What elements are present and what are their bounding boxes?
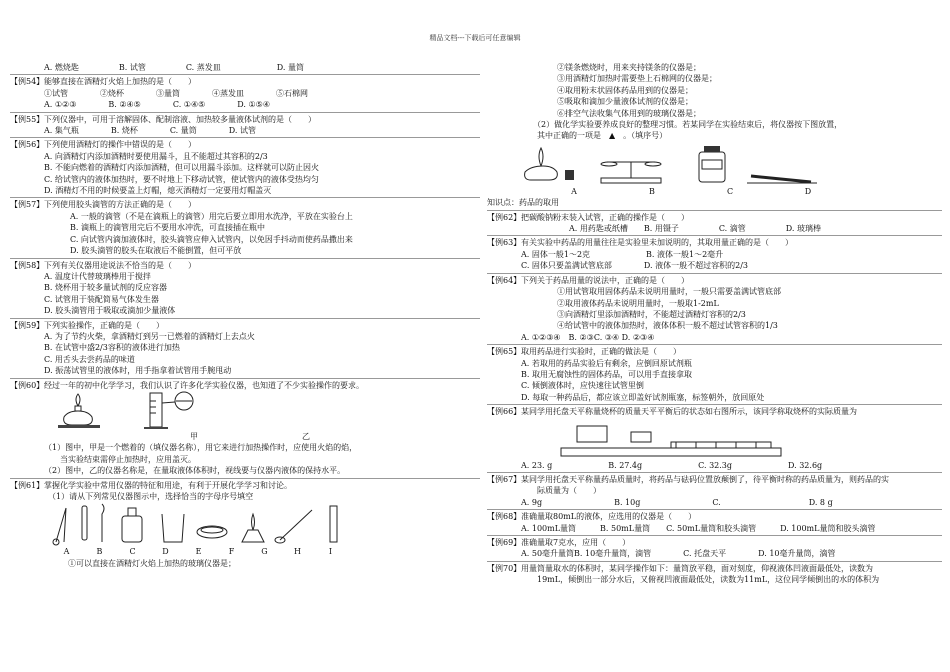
option-line: A. 9g B. 10g C. D. 8 g: [521, 497, 833, 507]
option-line: ①试管 ②烧杯 ③量筒 ④蒸发皿 ⑤石棉网: [44, 88, 308, 98]
option-line: A. 100mL量筒 B. 50mL量筒 C. 50mL量筒和胶头滴管 D. 100mL量筒和胶头滴管: [521, 523, 876, 533]
figure-label: G: [261, 547, 268, 557]
figure: [487, 418, 942, 460]
beaker-icon: [162, 514, 184, 542]
option-line: 其中正确的一项是 ▲ 。（填序号）: [521, 131, 668, 141]
option-line: ②镁条燃烧时，用来夹持镁条的仪器是；: [557, 63, 701, 72]
question-text: 下列仪器中，可用于溶解固体、配制溶液、加热较多量液体试剂的是（ ）: [44, 114, 316, 124]
crucible-tongs-icon: [53, 508, 66, 545]
question-number: 【例62】: [487, 212, 522, 222]
option-line: D. 酒精灯不用的时候要盖上灯帽，熄灭酒精灯一定要用灯帽盖灭: [44, 186, 272, 196]
option-line: （2）图中，乙的仪器名称是，在量取液体体积时，视线要与仪器内液体的保持水平。: [44, 466, 346, 476]
divider: [487, 535, 942, 536]
graduated-cylinder-icon: [144, 392, 193, 429]
figure-label: I: [328, 547, 333, 557]
question-number: 【例57】: [10, 200, 45, 210]
figure-caption: 甲 乙: [190, 431, 310, 441]
divider: [487, 210, 942, 211]
divider: [487, 561, 942, 562]
question-number: 【例61】: [10, 480, 45, 490]
question: [10, 139, 480, 150]
divider: [487, 273, 942, 274]
figure-label: D: [162, 547, 169, 557]
question-text: 掌握化学实验中常用仪器的特征和用途，有利于开展化学学习和讨论。: [44, 480, 292, 490]
figure-label: C: [129, 547, 136, 557]
option-line: ③向酒精灯里添加酒精时，不能超过酒精灯容积的2/3: [557, 309, 746, 319]
question-number: 【例70】: [487, 563, 522, 573]
question: [10, 76, 480, 87]
question-text: 下列使用酒精灯的操作中错误的是（ ）: [44, 140, 196, 150]
question-text: 下列有关仪器用途说法不恰当的是（ ）: [44, 260, 196, 270]
option-line: B. 不能向燃着的酒精灯内添加酒精，但可以用漏斗添加。这样就可以防止因火: [44, 163, 319, 173]
section-heading: 知识点：药品的取用: [487, 198, 559, 208]
option-line: B. 取用无腐蚀性的固体药品，可以用手直接拿取: [521, 369, 692, 379]
figure: [10, 391, 480, 431]
question-number: 【例65】: [487, 347, 522, 357]
option-line: C. 试管用于装配简易气体发生器: [44, 294, 159, 304]
dropper-icon: [102, 504, 104, 542]
option-b-balance-icon: [601, 162, 661, 183]
question-text: 能够直接在酒精灯火焰上加热的是（ ）: [44, 77, 196, 87]
question-text: 某同学用托盘天平称量烧杯的质量天平平衡后的状态如右图所示，该同学称取烧杯的实际质量为: [521, 407, 857, 417]
question-number: 【例55】: [10, 114, 45, 124]
figure-label: A: [571, 186, 577, 196]
option-line: （1）请从下列常见仪器图示中，选择恰当的字母序号填空: [44, 492, 254, 501]
option-line: D. 胶头滴管的胶头在取液后不能倒置，但可平放: [70, 246, 242, 256]
option-line: （2）做化学实验要养成良好的整理习惯。若某同学在实验结束后，将仪器按下图放置，: [521, 120, 843, 130]
option-line: B. 在试管中盛2/3容积的液体进行加热: [44, 343, 180, 353]
option-line: 当实验结束需停止加热时，应用盖灭。: [44, 454, 196, 464]
option-line: D. 每取一种药品后，都应该立即盖好试剂瓶塞，标签朝外，放回原处: [521, 392, 765, 402]
option-line: 际质量为（ ）: [521, 486, 601, 496]
option-line: A. 一般的滴管（不是在滴瓶上的滴管）用完后要立即用水洗净，平放在实验台上: [70, 211, 353, 221]
option-line: C. 倾倒液体时，应快速往试管里倒: [521, 381, 644, 391]
figure-labels: [10, 546, 480, 557]
option-line: ③用酒精灯加热时需要垫上石棉网的仪器是；: [557, 74, 717, 84]
question: [10, 480, 480, 491]
option-a-lamp-icon: [525, 148, 574, 180]
question-text: 准确量取80mL的液体，应选用的仪器是（ ）: [521, 512, 697, 522]
question-number: 【例64】: [487, 275, 522, 285]
question-text: 取用药品进行实验时，正确的做法是（ ）: [521, 347, 681, 357]
option-line: B. 烧杯用于较多量试剂的反应容器: [44, 283, 167, 293]
divider: [10, 258, 480, 259]
divider: [10, 74, 480, 75]
option-line: A. 50毫升量筒B. 10毫升量筒，滴管 C. 托盘天平 D. 10毫升量筒，滴管: [521, 549, 836, 559]
question-text: 把碳酸钠粉末装入试管，正确的操作是（ ）: [521, 212, 689, 222]
question-number: 【例60】: [10, 380, 45, 390]
right-column: [487, 62, 942, 586]
figure-label: B: [649, 186, 655, 196]
option-line: A. 温度计代替玻璃棒用于搅拌: [44, 271, 151, 281]
option-line: C. 给试管内的液体加热时，要不时地上下移动试管，使试管内的液体受热均匀: [44, 174, 319, 184]
figure-label: H: [294, 547, 301, 557]
divider: [487, 509, 942, 510]
divider: [10, 197, 480, 198]
option-line: A. 为了节约火柴，拿酒精灯到另一已燃着的酒精灯上去点火: [44, 331, 255, 341]
instruments-figure: [44, 502, 344, 546]
option-d-test-tube-icon: [747, 176, 817, 183]
question: [10, 260, 480, 271]
question-number: 【例63】: [487, 238, 522, 248]
divider: [487, 344, 942, 345]
divider: [10, 137, 480, 138]
option-line: A. 向酒精灯内添加酒精时要使用漏斗，且不能超过其容积的2/3: [44, 151, 268, 161]
evaporating-dish-icon: [197, 526, 227, 538]
left-column: [10, 62, 480, 569]
option-line: D. 振荡试管里的液体时，用手指拿着试管用手腕甩动: [44, 366, 232, 376]
option-line: C. 向试管内滴加液体时，胶头滴管应伸入试管内，以免因手抖动而使药品撒出来: [70, 234, 353, 244]
option-line: A. ①②③ B. ②④⑤ C. ①④⑤ D. ①⑤④: [44, 100, 271, 110]
spatula-icon: [275, 510, 312, 543]
lamp-and-cylinder-figure: [44, 391, 244, 431]
cylinder-icon: [330, 506, 337, 542]
option-line: A. 燃烧匙 B. 试管 C. 蒸发皿 D. 量筒: [44, 63, 304, 72]
question-text: 下列使用胶头滴管的方法正确的是（ ）: [44, 200, 196, 210]
question: [487, 511, 942, 522]
question: [487, 346, 942, 357]
option-line: ④给试管中的液体加热时，液体体积一般不超过试管容积的1/3: [557, 321, 778, 331]
option-line: C. 用舌头去尝药品的味道: [44, 354, 135, 364]
question: [10, 380, 480, 391]
option-line: ④取用粉末状固体药品用到的仪器是；: [557, 85, 693, 95]
option-line: ①用试管取用固体药品未说明用量时，一般只需要盖满试管底部: [557, 287, 781, 297]
reagent-bottle-icon: [122, 508, 142, 542]
balance-figure: [521, 418, 821, 460]
option-line: A. 23. g B. 27.4g C. 32.3g D. 32.6g: [521, 460, 823, 470]
option-line: D. 胶头滴管用于吸取或滴加少量液体: [44, 306, 176, 316]
figure-label: C: [726, 186, 734, 196]
option-c-naoh-bottle-icon: [699, 146, 725, 182]
figure-label: B: [96, 547, 103, 557]
question-number: 【例69】: [487, 538, 522, 547]
question-number: 【例58】: [10, 260, 45, 270]
figure-label: D: [804, 186, 812, 196]
option-line: A. 固体一般1～2克 B. 液体一般1～2毫升: [521, 249, 724, 259]
question: [487, 275, 942, 286]
divider: [487, 472, 942, 473]
question: [10, 320, 480, 331]
question: [487, 406, 942, 417]
balance-icon: [561, 426, 781, 456]
figure: [10, 502, 480, 546]
option-line: ⑥排空气法收集气体用到的玻璃仪器是；: [557, 108, 701, 118]
option-line: ②取用液体药品未说明用量时，一般取1-2mL: [557, 298, 719, 308]
question-number: 【例59】: [10, 320, 45, 330]
question-text: 有关实验中药品的用量往往是实验里未加说明的，其取用量正确的是（ ）: [521, 238, 793, 248]
question-text: 下列实验操作，正确的是（ ）: [44, 320, 164, 330]
figure-label: F: [228, 547, 235, 557]
option-line: C. 固体只要盖满试管底部 D. 液体一般不超过容积的2/3: [521, 261, 749, 271]
figure: [487, 142, 942, 186]
question: [10, 199, 480, 210]
figure-labels: [487, 186, 942, 197]
option-line: A. 集气瓶 B. 烧杯 C. 量筒 D. 试管: [44, 126, 256, 136]
question-number: 【例68】: [487, 512, 522, 522]
test-tube-icon: [82, 506, 87, 540]
figure-label: E: [195, 547, 202, 557]
alcohol-lamp-icon: [58, 394, 100, 428]
option-line: A. 若取用的药品实验后有剩余，应倒回原试剂瓶: [521, 358, 692, 368]
divider: [10, 478, 480, 479]
question-number: 【例67】: [487, 474, 522, 484]
question: [10, 114, 480, 125]
option-line: 19mL，倾倒出一部分水后，又俯视凹液面最低处，读数为11mL，这位同学倾倒出的水的体积为: [521, 575, 880, 585]
divider: [10, 318, 480, 319]
question-text: 某同学用托盘天平称量药品质量时，将药品与砝码位置放颠倒了，待平衡时称的药品质量为，则药品的实: [521, 474, 889, 484]
question: [487, 474, 942, 485]
option-line: B. 滴瓶上的滴管用完后不要用水冲洗，可直接插在瓶中: [70, 223, 265, 233]
question-number: 【例66】: [487, 407, 522, 417]
arrangement-figure: [521, 142, 821, 186]
option-line: ⑤吸取和滴加少量液体试剂的仪器是；: [557, 97, 693, 107]
divider: [487, 404, 942, 405]
question: [487, 212, 942, 223]
question: [487, 537, 942, 548]
divider: [487, 235, 942, 236]
page-header: 精品文档---下载后可任意编辑: [429, 34, 521, 42]
question-text: 经过一年的初中化学学习，我们认识了许多化学实验仪器，也知道了不少实验操作的要求。: [44, 380, 364, 390]
question-number: 【例54】: [10, 77, 45, 87]
option-line: A. 用药匙或纸槽 B. 用镊子 C. 滴管 D. 玻璃棒: [521, 224, 821, 234]
figure-label: A: [63, 547, 70, 557]
lamp-on-stand-icon: [242, 514, 264, 542]
divider: [10, 112, 480, 113]
divider: [10, 378, 480, 379]
question: [487, 563, 942, 574]
question-text: 准确量取7克水，应用（ ）: [521, 538, 631, 547]
option-line: ①可以直接在酒精灯火焰上加热的玻璃仪器是；: [44, 558, 236, 568]
option-line: （1）图中，甲是一个燃着的（填仪器名称），用它来进行加热操作时，应使用火焰的焰，: [44, 443, 358, 453]
question: [487, 237, 942, 248]
question-number: 【例56】: [10, 140, 45, 150]
option-line: A. ①②③④ B. ②③C. ③④ D. ②③④: [521, 332, 655, 342]
question-text: 用量筒量取水的体积时，某同学操作如下：量筒放平稳，面对刻度，仰视液体凹液面最低处，读数为: [521, 563, 873, 573]
question-text: 下列关于药品用量的说法中，正确的是（ ）: [521, 275, 689, 285]
